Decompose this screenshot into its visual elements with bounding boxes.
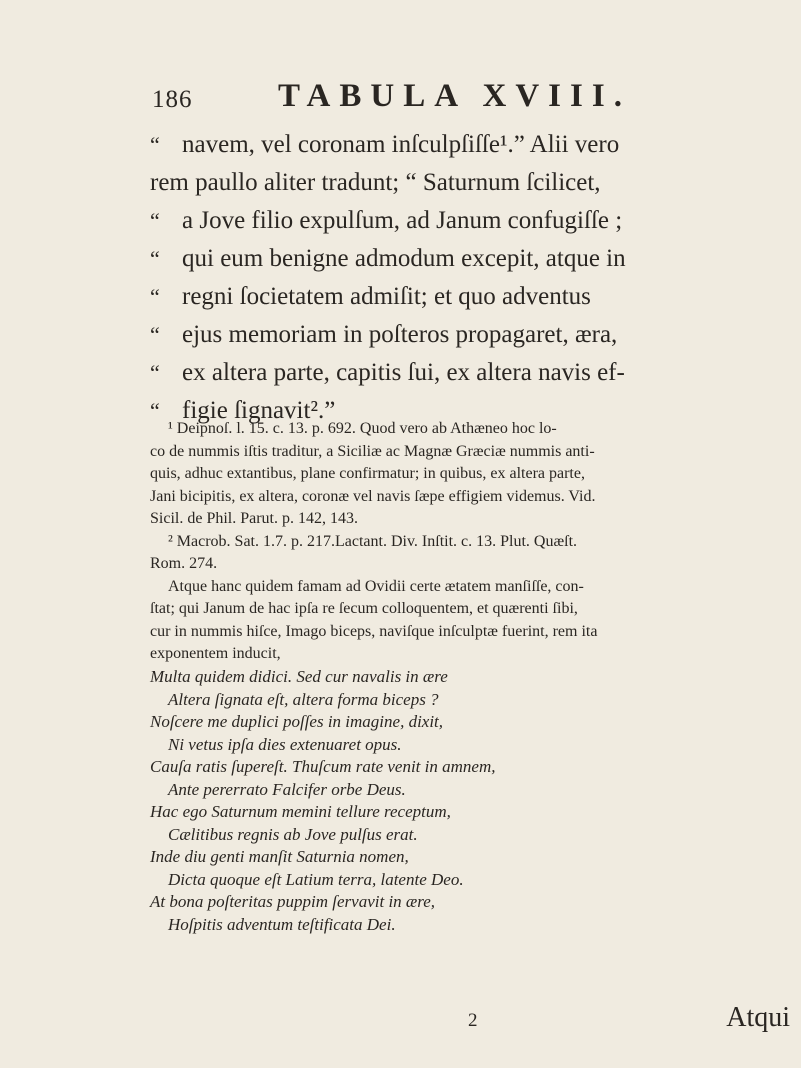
main-text-line <box>150 126 790 164</box>
signature-mark: 2 <box>468 1010 478 1031</box>
main-text-line <box>150 164 790 202</box>
main-text-line <box>150 202 790 240</box>
quote-mark: “ <box>150 132 160 157</box>
main-text-line-content: figie ſignavit².” <box>182 397 336 424</box>
verse-line: Inde diu genti manſit Saturnia nomen, <box>150 847 409 866</box>
verse-line: Hac ego Saturnum memini tellure receptum, <box>150 802 451 821</box>
verse-line: At bona poſteritas puppim ſervavit in ære, <box>150 892 436 911</box>
verse-line: Dicta quoque eſt Latium terra, latente Deo. <box>168 869 464 889</box>
footnote-line: co de nummis iſtis traditur, a Siciliæ ac Magnæ Græciæ nummis anti- <box>150 442 595 460</box>
page-footer <box>150 1002 790 1042</box>
main-text-line-content: qui eum benigne admodum excepit, atque in <box>182 245 626 272</box>
footnote-line: cur in nummis hiſce, Imago biceps, naviſque inſculptæ fuerint, rem ita <box>150 622 598 640</box>
running-head: TABULA XVIII. <box>278 78 631 114</box>
main-text-line-content: a Jove filio expulſum, ad Janum confugiſſe ; <box>182 207 623 234</box>
verse-line: Ante pererrato Falcifer orbe Deus. <box>168 779 406 799</box>
main-text-block <box>150 126 790 430</box>
ovid-verse-block <box>150 666 790 936</box>
footnote-line: Jani bicipitis, ex altera, coronæ vel navis ſæpe effigiem videmus. Vid. <box>150 487 596 505</box>
page-header <box>150 74 770 124</box>
quote-mark: “ <box>150 208 160 233</box>
quote-mark: “ <box>150 398 160 423</box>
footnote-line: ſtat; qui Janum de hac ipſa re ſecum colloquentem, et quærenti ſibi, <box>150 600 578 617</box>
main-text-line-content: navem, vel coronam inſculpſiſſe¹.” Alii vero <box>182 131 620 158</box>
footnotes-block <box>150 418 790 666</box>
main-text-line-content: regni ſocietatem admiſit; et quo adventus <box>182 283 591 310</box>
page-number: 186 <box>152 86 193 113</box>
main-text-line <box>150 354 790 392</box>
footnote-line: quis, adhuc extantibus, plane confirmatur; in quibus, ex altera parte, <box>150 465 585 482</box>
main-text-line <box>150 316 790 354</box>
verse-line: Hoſpitis adventum teſtificata Dei. <box>168 914 396 934</box>
catchword: Atqui <box>726 1002 790 1033</box>
verse-line: Multa quidem didici. Sed cur navalis in ære <box>150 667 448 686</box>
verse-line: Cælitibus regnis ab Jove pulſus erat. <box>168 824 418 844</box>
verse-line: Noſcere me duplici poſſes in imagine, dixit, <box>150 712 444 731</box>
footnote-line: exponentem inducit, <box>150 645 281 662</box>
main-text-line <box>150 278 790 316</box>
quote-mark: “ <box>150 284 160 309</box>
verse-line: Cauſa ratis ſupereſt. Thuſcum rate venit in amnem, <box>150 757 496 776</box>
footnote-line: Rom. 274. <box>150 555 218 572</box>
main-text-line-content: rem paullo aliter tradunt; “ Saturnum ſcilicet, <box>150 169 601 196</box>
main-text-line <box>150 240 790 278</box>
main-text-line-content: ejus memoriam in poſteros propagaret, æra, <box>182 321 618 348</box>
footnote-line: Atque hanc quidem famam ad Ovidii certe ætatem manſiſſe, con- <box>168 577 584 595</box>
quote-mark: “ <box>150 322 160 347</box>
main-text-line-content: ex altera parte, capitis ſui, ex altera navis ef- <box>182 359 625 386</box>
quote-mark: “ <box>150 246 160 271</box>
footnote-line: ¹ Deipnoſ. l. 15. c. 13. p. 692. Quod vero ab Athæneo hoc lo- <box>168 420 557 437</box>
quote-mark: “ <box>150 360 160 385</box>
footnote-line: Sicil. de Phil. Parut. p. 142, 143. <box>150 510 358 527</box>
verse-line: Altera ſignata eſt, altera forma biceps ? <box>168 689 439 709</box>
verse-line: Ni vetus ipſa dies extenuaret opus. <box>168 734 402 754</box>
footnote-line: ² Macrob. Sat. 1.7. p. 217.Lactant. Div. Inſtit. c. 13. Plut. Quæſt. <box>168 532 578 550</box>
